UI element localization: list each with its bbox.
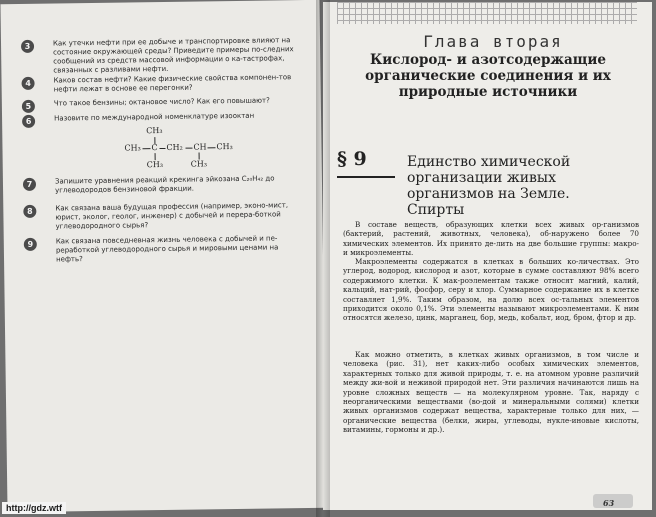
question-number: 7 (23, 178, 36, 191)
question-3 (21, 36, 306, 75)
question-text: Как связана ваша будущая профессия (например, эконо-мист, юрист, эколог, геолог, инженер) с добычей и перера-боткой углеводородного сырья? (55, 201, 289, 231)
question-9 (24, 234, 309, 264)
formula-bottom-left-group: CH₃ (146, 159, 164, 170)
paragraph-1: В составе веществ, образующих клетки всех живых ор-ганизмов (бактерий, растений, животных, человека), об-наружено более 70 химических элементов. Их принято де-лить на две большие группы: макро- и микроэлементы. (343, 220, 639, 258)
left-page (0, 0, 326, 512)
formula-top-group: CH₃ (146, 126, 163, 136)
question-number: 9 (24, 238, 37, 251)
question-5 (22, 96, 307, 111)
bond (207, 147, 215, 148)
question-8 (23, 201, 308, 231)
question-text: Как связана повседневная жизнь человека с добычей и пе-реработкой углеводородного сырья и мировыми ценами на нефть? (55, 234, 279, 264)
question-text: Каков состав нефти? Какие физические свойства компонен-тов нефти лежат в основе ее перегонки? (53, 73, 292, 94)
question-text: Назовите по международной номенклатуре изооктан (54, 111, 255, 123)
question-text: Запишите уравнения реакций крекинга эйкозана C₂₀H₄₂ до углеводородов бензиновой фракции. (54, 174, 275, 195)
formula-bottom-right-group: CH₃ (190, 159, 208, 169)
question-number: 6 (22, 115, 35, 128)
formula-ch2-group: CH₂ (166, 142, 183, 152)
bond (199, 152, 200, 159)
chapter-title: Кислород- и азотсодержащие органические соединения и их природные источники (365, 52, 611, 100)
bond (155, 153, 156, 160)
bond (185, 148, 192, 149)
bond (159, 148, 165, 149)
chapter-label: Глава вторая (408, 32, 578, 51)
chapter-header-grid (337, 2, 637, 24)
question-number: 8 (23, 205, 36, 218)
paragraph-3: Как можно отметить, в клетках живых организмов, в том числе и человека (рис. 31), нет каких-либо особых химических элементов, характерных только для живой природы, т. е. на атомном уровне различий между жи-вой и неживой природой нет. Эти различия начинаются лишь на уровне сложных веществ — на молекулярном уровне. Так, наряду с неорганическими веществами (во-дой и минеральными солями) клетки живых организмов содержат вещества, характерные только для них, — органические вещества (белки, жиры, углеводы, нукле-иновые кислоты, витамины, гормоны и др.). (343, 350, 639, 435)
section-number: § 9 (337, 148, 367, 170)
question-number: 5 (22, 100, 35, 113)
question-6 (22, 111, 307, 126)
section-marker (337, 148, 397, 184)
section-title: Единство химической организации живых организмов на Земле. Спирты (407, 154, 571, 218)
page-number: 63 (603, 498, 615, 508)
section-underline (337, 176, 395, 178)
question-text: Как утечки нефти при ее добыче и транспортировке влияют на состояние окружающей среды? Приведите примеры по-следних сообщений из средств массовой информации о ка-тастрофах, связанных с разливами нефти. (52, 36, 294, 75)
formula-right-group: CH₃ (216, 142, 233, 152)
isooctane-formula (124, 121, 265, 173)
formula-ch-group: CH (193, 142, 207, 152)
question-number: 3 (21, 40, 34, 53)
paragraph-2: Макроэлементы содержатся в клетках в больших ко-личествах. Это углерод, водород, кислород и азот, которые в сумме составляют 98% всего содержимого клетки. К мак-роэлементам также относят магний, калий, кальций, нат-рий, фосфор, серу и хлор. Суммарное содержание их в клетке составляет 1,9%. Таким образом, на долю всех ос-тальных элементов приходится около 0,1%. Эти элементы называют микроэлементами. К ним относятся железо, цинк, марганец, бор, медь, кобальт, иод, бром, фтор и др. (343, 257, 639, 323)
book-gutter (316, 0, 330, 517)
formula-left-group: CH₃ (124, 143, 141, 153)
formula-quaternary-carbon: C (151, 143, 158, 153)
question-number: 4 (21, 77, 34, 90)
right-page (323, 2, 652, 510)
watermark-link[interactable]: http://gdz.wtf (2, 502, 66, 514)
question-7 (23, 174, 308, 195)
bond (142, 148, 150, 149)
question-text: Что такое бензины; октановое число? Как его повышают? (53, 96, 270, 108)
